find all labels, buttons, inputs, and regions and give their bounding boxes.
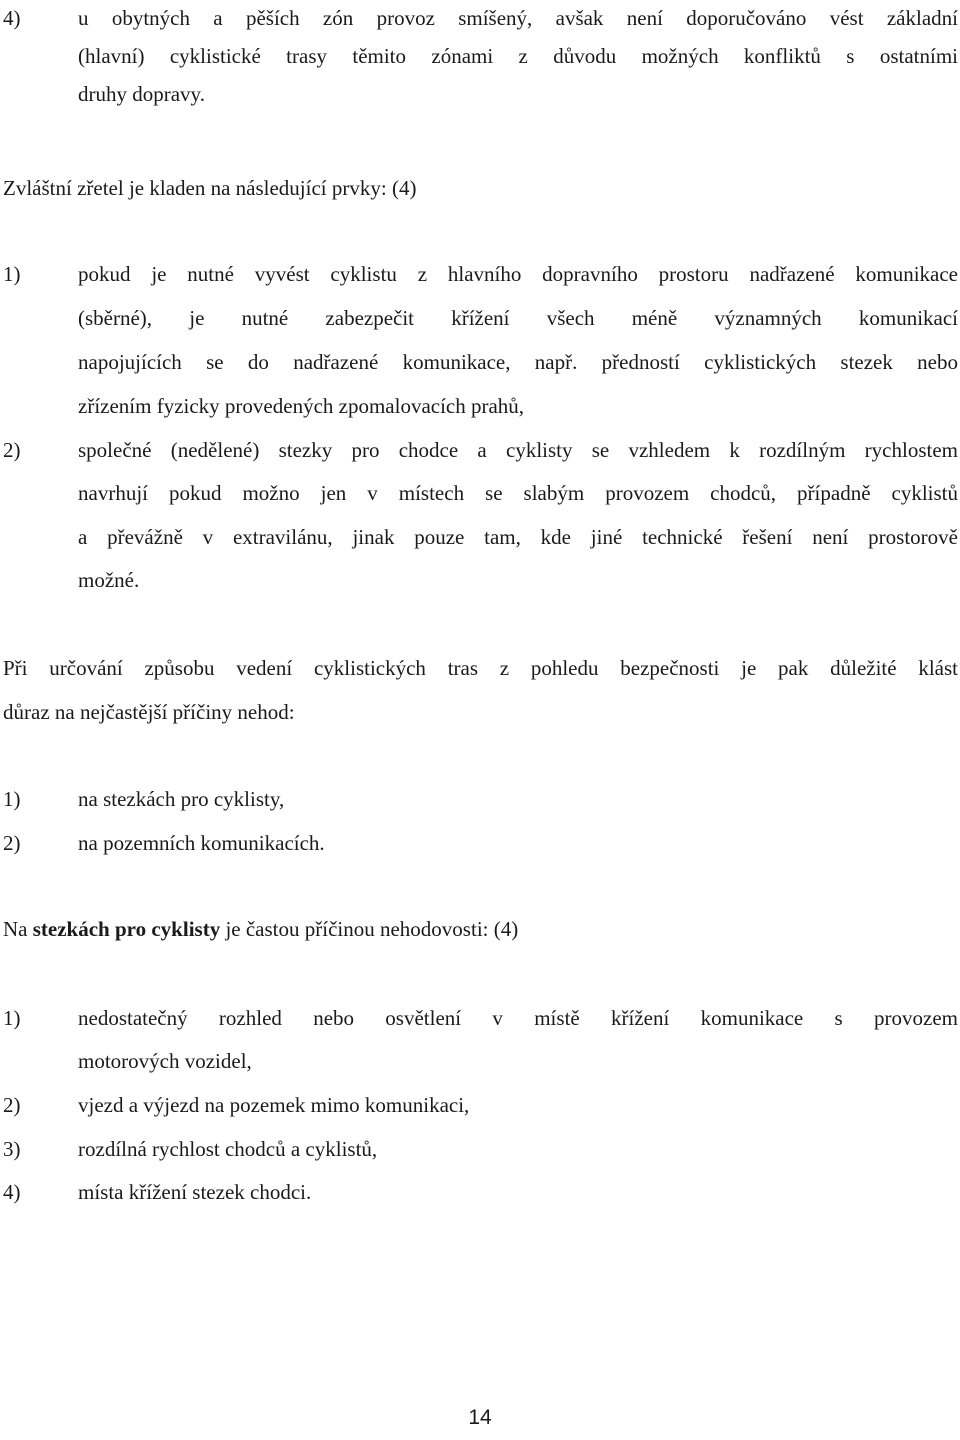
list-item-line: pokud je nutné vyvést cyklistu z hlavního dopravního prostoru nadřazené komunikace: [78, 262, 958, 286]
list-number: 2): [3, 1093, 21, 1117]
list-item-line: společné (nedělené) stezky pro chodce a cyklisty se vzhledem k rozdílným rychlostem: [78, 438, 958, 462]
intro-suffix: je častou příčinou nehodovosti: (4): [220, 917, 519, 941]
list-item-line: zřízením fyzicky provedených zpomalovacích prahů,: [78, 394, 525, 418]
list-item-line: místa křížení stezek chodci.: [78, 1180, 312, 1204]
list-item-line: napojujících se do nadřazené komunikace, např. předností cyklistických stezek nebo: [78, 350, 958, 374]
list-number: 2): [3, 438, 21, 462]
list-number: 3): [3, 1137, 21, 1161]
list-item-line: a převážně v extravilánu, jinak pouze tam, kde jiné technické řešení není prostorově: [78, 525, 958, 549]
list-item-line: motorových vozidel,: [78, 1049, 252, 1073]
list-item-line: druhy dopravy.: [78, 82, 205, 106]
list-item-line: u obytných a pěších zón provoz smíšený, avšak není doporučováno vést základní: [78, 6, 958, 30]
section-intro: Zvláštní zřetel je kladen na následující prvky: (4): [3, 176, 417, 200]
list-number: 4): [3, 6, 21, 30]
list-item-text: na stezkách pro cyklisty,: [78, 787, 285, 811]
list-item-text: na pozemních komunikacích.: [78, 831, 325, 855]
list-number: 1): [3, 262, 21, 286]
list-item-line: (sběrné), je nutné zabezpečit křížení všech méně významných komunikací: [78, 306, 958, 330]
list-item-line: navrhují pokud možno jen v místech se slabým provozem chodců, případně cyklistů: [78, 481, 958, 505]
intro-bold-term: stezkách pro cyklisty: [32, 917, 221, 941]
page-number: 14: [468, 1406, 492, 1429]
list-item-line: nedostatečný rozhled nebo osvětlení v místě křížení komunikace s provozem: [78, 1006, 958, 1030]
intro-prefix: Na: [3, 917, 33, 941]
list-item-line: (hlavní) cyklistické trasy těmito zónami z důvodu možných konfliktů s ostatními: [78, 44, 958, 68]
paragraph-line: důraz na nejčastější příčiny nehod:: [3, 700, 295, 724]
paragraph-line: Při určování způsobu vedení cyklistických tras z pohledu bezpečnosti je pak důležité klást: [3, 656, 958, 680]
list-number: 2): [3, 831, 21, 855]
list-item-line: vjezd a výjezd na pozemek mimo komunikaci,: [78, 1093, 470, 1117]
list-number: 4): [3, 1180, 21, 1204]
section-intro: [3, 907, 958, 951]
list-number: 1): [3, 1006, 21, 1030]
list-item-line: možné.: [78, 568, 140, 592]
list-item-line: rozdílná rychlost chodců a cyklistů,: [78, 1137, 378, 1161]
list-number: 1): [3, 787, 21, 811]
